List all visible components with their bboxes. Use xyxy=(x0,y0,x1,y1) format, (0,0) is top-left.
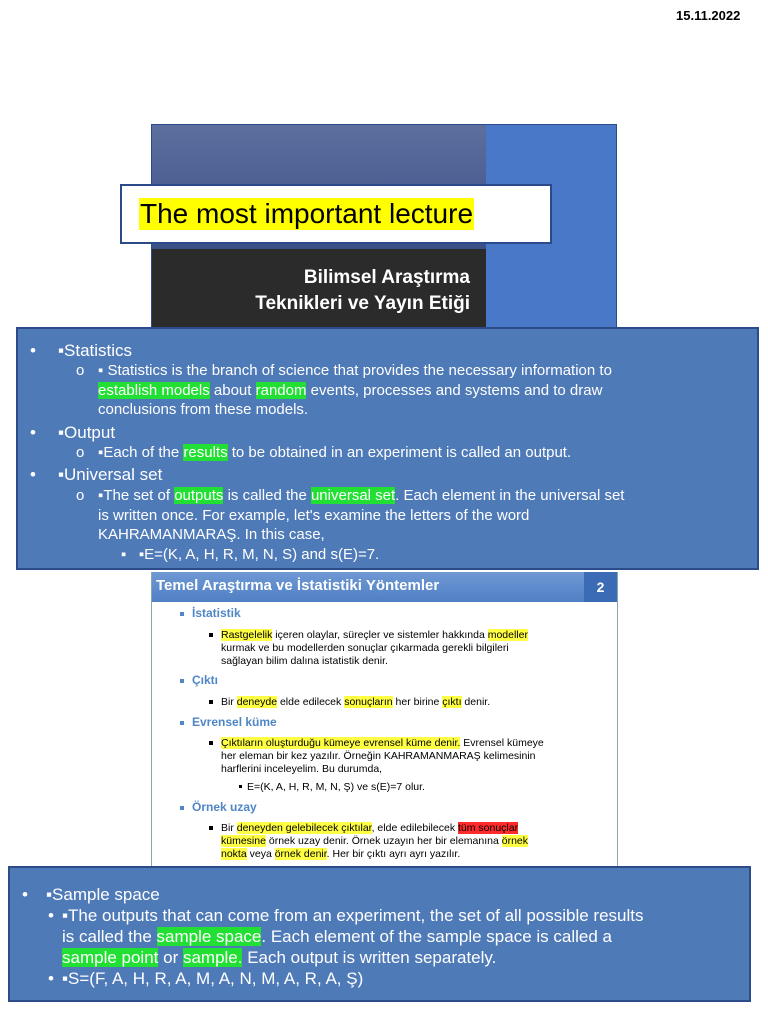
definitions-callout xyxy=(16,327,759,570)
heading-ornek-uzay: Örnek uzay xyxy=(180,800,257,814)
heading-evrensel: Evrensel küme xyxy=(180,715,277,729)
statistics-text-2: establish models about random events, processes and systems and to draw xyxy=(98,381,603,399)
output-text: ▪Each of the results to be obtained in an experiment is called an output. xyxy=(98,444,572,461)
universal-heading: • ▪Universal set xyxy=(30,465,163,484)
text-evrensel: Çıktıların oluşturduğu kümeye evrensel küme denir. Evrensel kümeye her eleman bir kez yazılır. Örneğin KAHRAMANMARAŞ kelimesinin harflerini inceleyelim. Bu durumda, xyxy=(221,737,544,776)
sub-bullet: o xyxy=(76,487,85,504)
heading-cikti: Çıktı xyxy=(180,673,218,687)
sample-space-line-4: • ▪S=(F, A, H, R, A, M, A, N, M, A, R, A, Ş) xyxy=(48,969,364,988)
text-ornek-uzay: Bir deneyden gelebilecek çıktılar, elde edilebilecek tüm sonuçlar kümesine örnek uzay denir. Örnek uzayın her bir elemanına örnek nokta veya örnek denir. Her bir çıktı ayrı ayrı yazılır. xyxy=(221,822,528,861)
lecture-title: The most important lecture xyxy=(140,198,474,229)
slide-title: Temel Araştırma ve İstatistiki Yöntemler xyxy=(156,577,440,594)
sample-space-line-1: • ▪The outputs that can come from an experiment, the set of all possible results xyxy=(48,906,644,925)
slide-subtitle xyxy=(152,265,470,317)
slide-title-bar xyxy=(152,572,617,602)
statistics-text-3: conclusions from these models. xyxy=(98,401,309,418)
subtitle-line-2: Teknikleri ve Yayın Etiği xyxy=(255,293,470,314)
turkish-slide xyxy=(151,572,618,866)
universal-subitem: ▪ ▪E=(K, A, H, R, M, N, S) and s(E)=7. xyxy=(121,545,380,563)
output-heading: • ▪Output xyxy=(30,423,116,442)
text-istatistik: Rastgelelik içeren olaylar, süreçler ve sistemler hakkında modeller kurmak ve bu modellerden sonuçlar çıkarmada gerekli bilgileri sağlayan bilim dalına istatistik denir. xyxy=(221,629,528,668)
sample-space-callout xyxy=(8,866,751,1002)
sample-space-line-2: is called the sample space. Each element of the sample space is called a xyxy=(62,927,612,946)
sub-bullet: o xyxy=(76,444,85,461)
subtitle-line-1: Bilimsel Araştırma xyxy=(303,267,470,288)
sample-space-line-3: sample point or sample. Each output is written separately. xyxy=(62,948,497,967)
date-label: 15.11.2022 xyxy=(676,8,741,23)
universal-text: ▪The set of outputs is called the universal set. Each element in the universal set xyxy=(98,487,625,504)
sub-bullet: o xyxy=(76,362,85,379)
text-evrensel-sub: E=(K, A, H, R, M, N, Ş) ve s(E)=7 olur. xyxy=(247,781,425,794)
statistics-text: ▪ Statistics is the branch of science that provides the necessary information to xyxy=(98,362,612,379)
universal-text-3: KAHRAMANMARAŞ. In this case, xyxy=(98,526,325,543)
universal-text-2: is written once. For example, let's examine the letters of the word xyxy=(98,506,530,524)
statistics-heading: • ▪Statistics xyxy=(30,341,133,360)
text-cikti: Bir deneyde elde edilecek sonuçların her birine çıktı denir. xyxy=(221,696,490,709)
slide-number: 2 xyxy=(584,572,617,602)
title-box xyxy=(120,184,552,244)
sample-space-heading: • ▪Sample space xyxy=(22,885,160,904)
heading-istatistik: İstatistik xyxy=(180,606,241,620)
